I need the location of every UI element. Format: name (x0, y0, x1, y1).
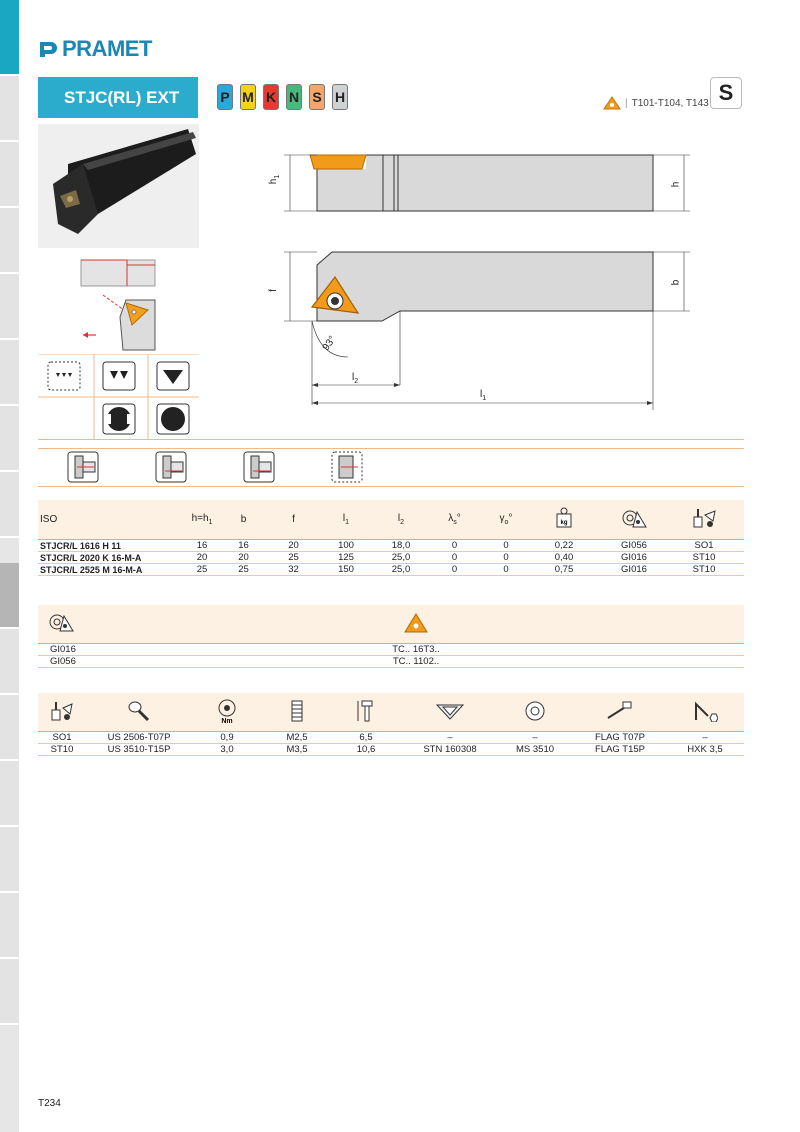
insert-table-body (38, 644, 744, 668)
col-l1: $l_1$ (342, 513, 350, 526)
page-number: T234 (38, 1098, 61, 1109)
table-cell: 0,9 (220, 732, 234, 743)
table-cell: 20 (196, 552, 208, 563)
sidebar-tab[interactable] (0, 406, 19, 472)
material-tag-s: S (309, 84, 325, 110)
col-thread (262, 699, 332, 726)
table-cell: 25 (288, 552, 299, 563)
table-cell: 25 (196, 564, 208, 575)
sidebar-tab-active[interactable] (0, 0, 19, 76)
table-cell: GI056 (50, 656, 76, 667)
table-cell: STJCR/L 2525 M 16-M-A (40, 564, 143, 575)
spec-table-header (38, 500, 744, 540)
sidebar-tab[interactable] (0, 761, 19, 827)
col-parts-set (38, 699, 86, 726)
svg-text:kg: kg (560, 520, 568, 526)
table-cell: – (532, 732, 538, 743)
table-cell: 3,0 (220, 744, 234, 755)
table-cell: 100 (338, 540, 354, 551)
insert-geometry-symbols (38, 354, 199, 440)
material-tag-n: N (286, 84, 302, 110)
screw-length-icon (356, 699, 376, 723)
divider (38, 448, 744, 449)
table-cell: 18,0 (391, 540, 411, 551)
col-gamma: $\gamma_o^\circ$ (499, 513, 513, 526)
col-f: f (292, 514, 295, 525)
parts-table (38, 693, 744, 756)
dim-h: h (670, 181, 682, 188)
col-shim-screw (500, 700, 570, 725)
torque-icon (213, 698, 241, 724)
insert-reference: | T101-T104, T143 (603, 96, 709, 110)
pramet-logo-icon (38, 39, 58, 59)
table-cell: GI016 (50, 644, 76, 655)
table-row (38, 732, 744, 744)
table-cell: 150 (338, 564, 354, 575)
spec-table-body (38, 540, 744, 576)
spare-parts-icon (691, 507, 717, 529)
table-cell: 20 (238, 552, 249, 563)
table-cell: – (702, 732, 708, 743)
table-cell: SO1 (694, 540, 714, 551)
table-cell: 32 (288, 564, 299, 575)
table-cell: 10,6 (356, 744, 376, 755)
product-title-text: STJC(RL) EXT (64, 87, 180, 107)
svg-text:Nm: Nm (221, 717, 233, 724)
insert-clamp-icon (621, 507, 647, 529)
table-cell: STJCR/L 1616 H 11 (40, 540, 121, 551)
table-cell: – (447, 732, 453, 743)
table-cell: STN 160308 (423, 744, 477, 755)
col-screw-length (332, 699, 400, 726)
table-row (38, 540, 744, 552)
material-tag-h: H (332, 84, 348, 110)
table-cell: M3,5 (286, 744, 308, 755)
col-shim (400, 701, 500, 724)
parts-table-body (38, 732, 744, 756)
table-cell: 20 (288, 540, 299, 551)
insert-table (38, 605, 744, 668)
table-cell: 125 (338, 552, 354, 563)
table-cell: 0 (503, 540, 509, 551)
col-parts (669, 507, 739, 532)
dim-angle: 93° (320, 334, 339, 353)
shim-screw-icon (524, 700, 546, 722)
table-cell: GI016 (621, 552, 647, 563)
table-cell: FLAG T07P (595, 732, 645, 743)
col-key (570, 700, 670, 725)
spare-parts-icon (50, 699, 74, 723)
table-row (38, 644, 744, 656)
table-cell: 0 (451, 552, 458, 563)
insert-header-icon (38, 611, 88, 638)
product-title (38, 77, 198, 118)
sidebar-tab[interactable] (0, 472, 19, 538)
table-cell: GI056 (621, 540, 647, 551)
table-cell: TC.. 16T3.. (392, 644, 440, 655)
clamp-icon (156, 452, 186, 482)
parts-table-header (38, 693, 744, 732)
clamp-icon (244, 452, 274, 482)
hex-key-icon (692, 700, 718, 722)
sidebar-tab-current[interactable] (0, 563, 19, 629)
clamp-icon (68, 452, 98, 482)
divider (38, 439, 744, 440)
application-letter: S (718, 80, 734, 105)
sidebar-tab[interactable] (0, 208, 19, 274)
dim-l1: $l_1$ (480, 389, 487, 402)
divider (38, 486, 744, 487)
table-cell: ST10 (692, 552, 716, 563)
col-screw (86, 699, 192, 726)
brand-logo (38, 36, 152, 62)
col-weight (529, 507, 599, 532)
dim-l2: $l_2$ (352, 372, 359, 385)
insert-header-triangle (88, 612, 744, 637)
weight-kg-icon (554, 507, 574, 529)
flag-key-icon (605, 700, 635, 722)
sidebar-tab[interactable] (0, 695, 19, 761)
col-l2: $l_2$ (397, 513, 405, 526)
table-cell: 0 (451, 564, 458, 575)
spec-table (38, 500, 744, 576)
table-cell: SO1 (52, 732, 72, 743)
table-cell: 0 (503, 552, 509, 563)
material-tag-k: K (263, 84, 279, 110)
table-cell: 6,5 (359, 732, 373, 743)
sidebar-tab[interactable] (0, 893, 19, 959)
table-cell: MS 3510 (515, 744, 555, 755)
brand-name: PRAMET (62, 36, 152, 61)
table-cell: STJCR/L 2020 K 16-M-A (40, 552, 142, 563)
table-cell: 0,22 (554, 540, 574, 551)
table-cell: 25,0 (391, 552, 411, 563)
table-cell: 0,75 (554, 564, 574, 575)
col-hex-key (670, 700, 740, 725)
table-row (38, 564, 744, 576)
table-cell: 25,0 (391, 564, 411, 575)
sidebar-tabs (0, 0, 19, 1132)
table-cell: FLAG T15P (595, 744, 645, 755)
sidebar-tab[interactable] (0, 959, 19, 1025)
thread-icon (289, 699, 305, 723)
col-insert (599, 507, 669, 532)
col-b: b (240, 514, 247, 525)
col-hh: $h=h_1$ (191, 513, 213, 526)
table-row (38, 552, 744, 564)
screw-icon (127, 699, 151, 723)
sidebar-tab[interactable] (0, 142, 19, 208)
table-cell: HXK 3,5 (687, 744, 723, 755)
tool-technical-drawing (260, 135, 700, 415)
table-cell: US 3510-T15P (107, 744, 171, 755)
insert-ref-text: T101-T104, T143 (631, 97, 709, 109)
table-cell: US 2506-T07P (107, 732, 171, 743)
table-row (38, 656, 744, 668)
table-cell: 0,40 (554, 552, 574, 563)
material-tag-m: M (240, 84, 256, 110)
col-torque (192, 698, 262, 727)
col-iso: ISO (40, 514, 58, 525)
insert-table-header (38, 605, 744, 644)
shim-icon (435, 701, 465, 721)
table-cell: 0 (451, 540, 458, 551)
sidebar-tab[interactable] (0, 827, 19, 893)
clamp-icon-dashed (332, 452, 362, 482)
triangle-insert-icon (403, 612, 429, 634)
table-cell: 16 (238, 540, 249, 551)
feed-direction-diagram (38, 255, 199, 355)
dim-f: f (267, 289, 279, 292)
sidebar-tab[interactable] (0, 629, 19, 695)
sidebar-tab[interactable] (0, 340, 19, 406)
sidebar-tab[interactable] (0, 274, 19, 340)
table-cell: ST10 (50, 744, 74, 755)
table-cell: M2,5 (286, 732, 308, 743)
triangle-insert-icon (603, 96, 621, 110)
col-lambda: $\lambda_s^\circ$ (448, 513, 461, 526)
clamping-icons (60, 450, 380, 484)
sidebar-tab[interactable] (0, 76, 19, 142)
dim-h1: $h_1$ (268, 174, 282, 185)
table-cell: 0 (503, 564, 509, 575)
material-tag-p: P (217, 84, 233, 110)
application-letter-box (710, 77, 742, 109)
table-cell: 16 (196, 540, 208, 551)
insert-clamp-icon (48, 611, 74, 635)
table-cell: GI016 (621, 564, 647, 575)
product-photo (38, 124, 199, 248)
table-row (38, 744, 744, 756)
table-cell: ST10 (692, 564, 716, 575)
tool-holder-image (38, 124, 199, 248)
table-cell: 25 (238, 564, 249, 575)
table-cell: TC.. 1102.. (392, 656, 440, 667)
dim-b: b (670, 279, 682, 286)
